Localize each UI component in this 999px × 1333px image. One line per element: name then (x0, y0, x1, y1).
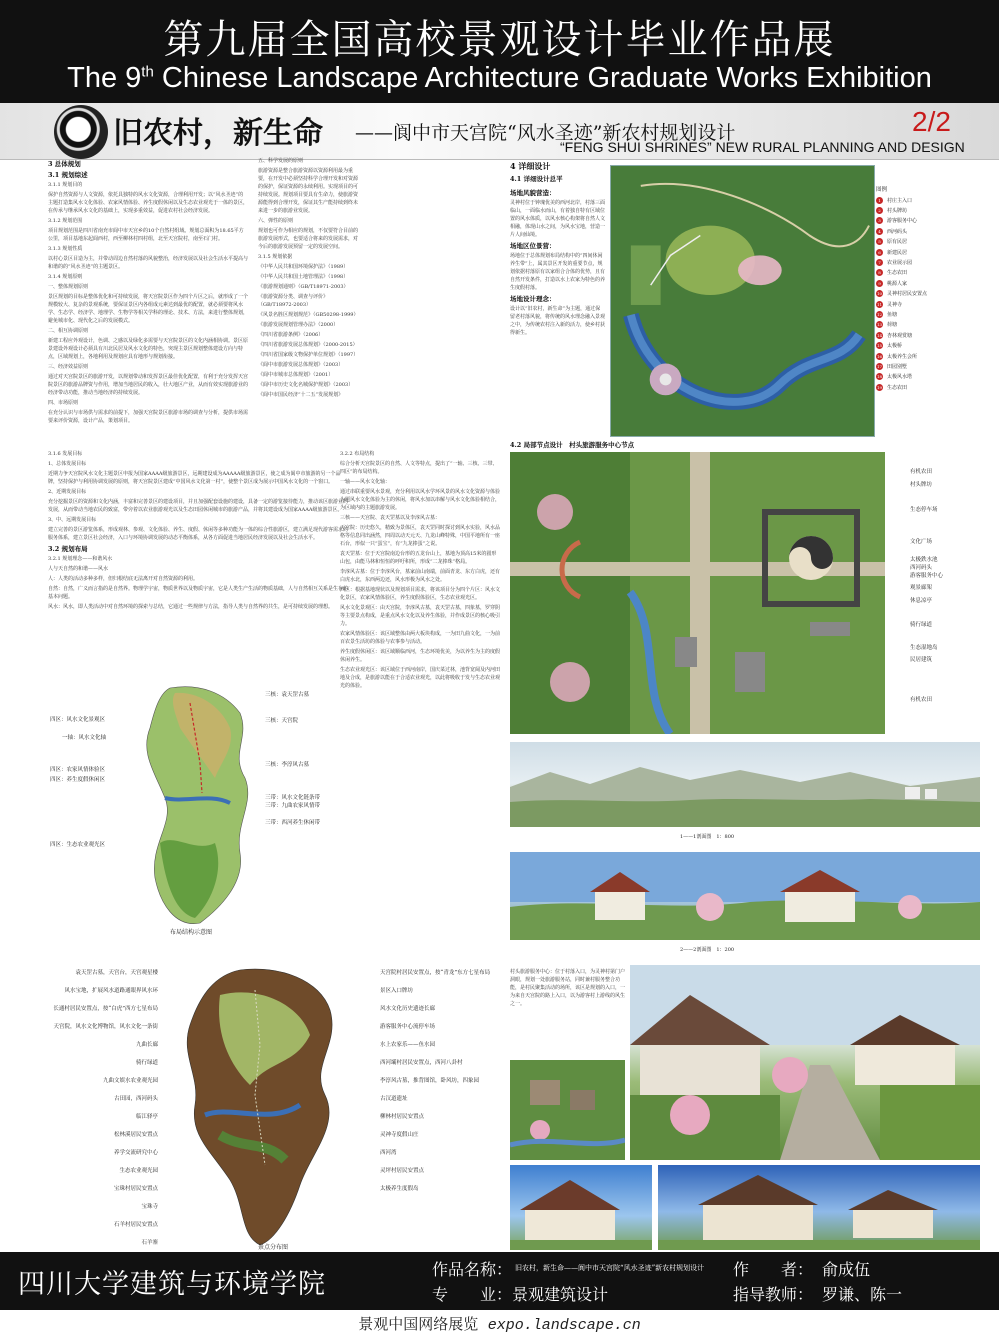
blurb-paragraph: 灵神村位于钟瑰优美的西河北岸，村落三面临山，一面临水而山，有着独自特有区域位置的风水体质，以风水核心构架将自然人文相融，体现山水之间，为风水宝地，营造一片人间仙境。 (510, 200, 605, 238)
node-plan-label: 西河码头 (910, 565, 933, 571)
node-plan-label: 观景廊架 (910, 585, 933, 591)
section-1-1-image (510, 742, 980, 845)
section-2-2-image (510, 852, 980, 960)
legend-marker-icon: 15 (876, 343, 883, 349)
map2-label: 灵坪村居民安置点 (380, 1168, 425, 1174)
map2-label: 灵神寺度假山庄 (380, 1132, 419, 1138)
map2-label: 天宫院，风水文化博物馆，风水文化一条街 (53, 1024, 158, 1030)
advisor-label: 指导教师： (733, 1285, 814, 1304)
section41-heading: 4.1 详细设计总平 (510, 175, 563, 183)
legend-marker-icon: 1 (876, 197, 883, 204)
paragraph: 李淳风古墓：位于李淳风台，墓家前山南端，前面青龙、东方白虎，还有白虎水北，东西两边还，风水形极为风水之处。 (340, 569, 500, 583)
paragraph: 二、相互协调原则 (48, 328, 89, 334)
legend-item: 17 田园别墅 (876, 363, 908, 370)
legend-marker-icon: 6 (876, 249, 883, 256)
legend-item: 8 生态农田 (876, 268, 981, 278)
map2-right-labels (380, 968, 500, 1202)
section4-heading: 4 详细设计 (510, 161, 551, 171)
paragraph: 通过串联重要风水景观，充分利用以风水学环风景的风水文化资源与体验为题风水文化体验为主的休闲，将风水加以串解与风水文化体验相结合，为区域内的主题旅游发展。 (340, 489, 500, 511)
paragraph: 3.2 规划布局 (48, 545, 88, 553)
village-entrance-rendering (630, 965, 980, 1160)
legend-item: 7 农业展示园 (876, 257, 981, 267)
paragraph: 《中华人民共和国土地管理法》（1998） (258, 274, 349, 280)
paragraph: 一、整体规划原则 (48, 284, 89, 290)
paragraph: 人与天自然的和谐——风水 (48, 566, 109, 572)
major-label: 专 业： (432, 1285, 513, 1304)
node-plan-label: 骑行绿道 (910, 622, 933, 628)
plan-legend: 图例 1 村庄主入口 2 村头牌坊 3 游客服务中心 4 西河码头 5 原有民居 6 新建民居 7 农业展示园 8 生态农田 9 桃源人家 10 灵神村居民安置点 11 灵神寺 12 鱼塘 13 荷塘 14 杏林观赏塘 15 太极桥 16 太极养生会所 17 田园别墅 18 太极风水塔 19 生态农田 (876, 185, 981, 392)
website-footer[interactable]: 景观中国网络展览 expo.landscape.cn (358, 1315, 641, 1333)
map2-label: 石羊村居民安置点 (113, 1222, 158, 1228)
map1-label: 四区：风水文化景观区 (50, 717, 106, 723)
legend-marker-icon: 2 (876, 207, 883, 214)
paragraph: 3.2.2 布局结构 (340, 451, 375, 457)
map1-label: 三核：李淳风古墓 (265, 762, 310, 768)
map2-label: 游客服务中心流停车场 (380, 1024, 436, 1030)
legend-marker-icon: 14 (876, 332, 883, 338)
map2-caption: 景点分布图 (258, 1244, 289, 1251)
paragraph: 新建工程应外观设计，色调、之感以及绿化多需要与天宫院景区的文化内涵相协调。景区原景建设外观设计必须具有川北民居及风水文化的特色，突现主景区规划整体建设方向与特点，区域规划上，各地利用及规划应具有地形与规划衔接。 (48, 338, 248, 360)
detail-blurbs (510, 186, 605, 436)
blurb-paragraph: 场地设计理念： (510, 295, 556, 303)
map2-label: 太极养生度假岛 (380, 1186, 419, 1192)
major-name: 景观建筑设计 (512, 1285, 609, 1304)
legend-item: 1 村庄主入口 (876, 195, 981, 205)
exhibition-title-zh: 第九届全国高校景观设计毕业作品展 (163, 17, 836, 63)
legend-item: 15 太极桥 (876, 343, 903, 350)
paragraph: 三、经济效益原则 (48, 364, 89, 370)
paragraph: 风水：风水，即人类活动中对自然环境的探索与总结，它通过一些规律与方法，指导人类与自然界的共生，是可持续发展的理想。 (48, 604, 334, 610)
paragraph: 袁天罡墓：位于天宫院南边台形的五龙台山上，墓地为顶高15米的圆形山包，由能马林和恒恒的呼吁积所，形成“二龙捧珠”格局。 (340, 551, 497, 565)
node-plan-label: 文化广场 (910, 539, 933, 545)
legend-item: 5 原有民居 (876, 237, 981, 247)
paragraph: 一轴——风水文化轴： (340, 479, 391, 485)
legend-item: 10 灵神村居民安置点 (876, 291, 928, 298)
map1-label: 四区：生态农业观光区 (50, 842, 106, 848)
paragraph: 2、近期发展目标 (48, 489, 87, 495)
map2-label: 西河壩村居民安置点，西河八卦村 (380, 1060, 463, 1066)
map2-label: 骑行绿道 (135, 1060, 158, 1066)
map1-label: 三核：天宫院 (265, 718, 299, 724)
paragraph: 《风景名胜区规划规范》（GB50298-1999） (258, 312, 358, 318)
exhibition-header (0, 0, 999, 103)
legend-item: 6 新建民居 (876, 247, 981, 257)
legend-marker-icon: 3 (876, 217, 883, 224)
legend-marker-icon: 13 (876, 322, 883, 328)
map2-label: 生态农业观光园 (119, 1168, 158, 1174)
map2-label: 宝珠寺 (141, 1204, 158, 1210)
paragraph: 四、市场原则 (48, 400, 79, 406)
paragraph: 3、中、远期发展目标 (48, 517, 97, 523)
paragraph: 风水文化景观区：由天宫院，李淳风古墓，袁天罡古墓，四象墓，罗穿阴等主要景点构成，是重点风水文化以及养生体验，并作成景区的核心吸引力。 (340, 605, 500, 627)
work-label: 作品名称： (432, 1260, 513, 1279)
paragraph: 五、科学发展的原则 (258, 158, 304, 164)
paragraph: 《旅游规划通则》（GB/T18971-2003） (258, 284, 349, 290)
paragraph: 《旅游资源分类、调查与评价》（GB/T18972-2003） (258, 294, 329, 308)
legend-marker-icon: 16 (876, 353, 883, 359)
legend-item: 4 西河码头 (876, 226, 981, 236)
paragraph: 3.1.3 规划性质 (48, 246, 83, 252)
paragraph: 自然：自然，广义而言指的是自然界。物理学宇宙，物质世界以及物质宇宙，它是人类生产生活的物质基础，人与自然相互关系是生存的基本问题。 (48, 586, 348, 600)
node-plan-label: 休息凉亭 (910, 598, 933, 604)
section1-label: 1——1剖面图 1：800 (680, 834, 735, 840)
map2-label: 宝珠村居民安置点 (113, 1186, 158, 1192)
school-name: 四川大学建筑与环境学院 (18, 1269, 326, 1300)
legend-item: 18 太极风水塔 (876, 374, 913, 381)
scenic-spot-map (160, 965, 380, 1250)
map2-label: 九曲长廊 (135, 1042, 158, 1048)
legend-marker-icon: 4 (876, 228, 883, 235)
map1-label: 三核：袁天罡古墓 (265, 692, 310, 698)
map2-label: 松林溪居民安置点 (113, 1132, 158, 1138)
service-center-text: 村头旅游服务中心：位于村落入口，为灵神村第门户洞眼，规划一处旅游服务站，同时兼村服务整合功能，是村民聚集活动的场所，该区是规划的入口，一为来自天宫院的路上入口，以为游客村上游线的风生之一。 (510, 969, 626, 1007)
map2-label: 古田园，西河码头 (113, 1096, 158, 1102)
legend-marker-icon: 10 (876, 291, 883, 297)
work-name: 旧农村，新生命——阆中市天宫院“风水圣迹”新农村规划设计 (515, 1264, 705, 1272)
paragraph: 《阆中市国民经济“十二五”发展规划》 (258, 392, 344, 398)
map1-caption: 布局结构示意图 (170, 929, 213, 936)
paragraph: 综合分析天宫院景区的自然、人文等特点，提出了“一轴、三核、三带、四区”的布局结构。 (340, 461, 498, 475)
author-name: 俞成伍 (822, 1260, 871, 1279)
map2-label: 养学交流研究中心 (113, 1150, 158, 1156)
map1-label: 四区：农家风情体验区 (50, 767, 106, 773)
paragraph: 3.1.4 规划原则 (48, 274, 83, 280)
legend-marker-icon: 9 (876, 280, 883, 287)
legend-marker-icon: 18 (876, 374, 883, 380)
map2-label: 风水文化历史遗迹长廊 (380, 1006, 436, 1012)
legend-item: 9 桃源人家 (876, 278, 981, 288)
map2-label: 景区入口牌坊 (380, 988, 414, 994)
legend-item: 16 太极养生会所 (876, 353, 918, 360)
node-plan-label: 生态停车场 (910, 507, 938, 513)
paragraph: 《中华人民共和国环境保护法》（1989） (258, 264, 349, 270)
legend-item: 12 鱼塘 (876, 311, 898, 318)
map2-label: 李淳风古墓，推背图馆，卧风坊，四象园 (380, 1078, 480, 1084)
paragraph: 通过对天宫院景区的旅游开发，以规划带动和发挥景区最佳优化配置，有利于充分发挥天宫院景区的旅游品牌资与作用，增加当地居民的收入，壮大地区产业，从而有效实现旅游业的经济带动功能，推动当地经济的持续发展。 (48, 374, 248, 396)
map2-label: 九曲文娱水农业观光园 (102, 1078, 158, 1084)
paragraph: 充分挖掘景区的资源和文化内涵，丰富和完善景区的建设项目，并且加强配套设施的建设，具备一定的游览接待能力，推动该区旅游业的发展，从而带动当地农民的致富，带旁着以农业旅游观光以及生态田园休闲城市的旅游产品，并将其建设成为国家AAAA级旅游景区。 (48, 499, 348, 513)
map1-label: 三带：九曲农家风情带 (265, 803, 321, 809)
node-plan-label: 生态湿地岛 (910, 645, 938, 651)
node-plan-label: 有机农田 (910, 469, 933, 475)
map2-label: 古汉道遗址 (380, 1096, 408, 1102)
page-number: 2/2 (912, 106, 951, 137)
text-column-planning (48, 157, 248, 442)
map2-label: 柳林村居民安置点 (380, 1114, 425, 1120)
map2-label: 临江驿亭 (135, 1114, 158, 1120)
master-plan-image (610, 165, 875, 437)
paragraph: 项目规划范围是四川省南充市阆中市天宫乡的10个自然村组域。规划总面积为18.65平方公里，项目基地东起阆西村，西至柳林村四村组，北至天宫院村，南至石门村。 (48, 228, 244, 242)
residence-rendering (658, 1165, 980, 1250)
section42-heading: 4.2 局部节点设计 村头旅游服务中心节点 (510, 441, 635, 449)
project-subtitle: ——阆中市天宫院“风水圣迹”新农村规划设计 (355, 122, 736, 144)
text-column-goals (48, 450, 348, 675)
section2-label: 2——2剖面图 1：200 (680, 947, 735, 953)
paragraph: 《阆中市城市总体规划》（2001） (258, 372, 334, 378)
paragraph: 《旅游发展规划管理办法》（2000） (258, 322, 339, 328)
node-plan-image (510, 452, 885, 734)
paragraph: 3.2.1 规划理念——和谐风水 (48, 556, 113, 562)
paragraph: 建立完善的景区游览体系，形成观林、参观、文化体验、养生、度假、休闲等多种功能为一体的综合性旅游区，建立满足现代游客需求的服务体系，建立景区社会经济，入口与环境协调发展的动态平衡体系，从各方面促进当地居民经济发展以及社会生活水平。 (48, 527, 348, 541)
legend-item: 14 杏林观赏塘 (876, 332, 913, 339)
layout-structure-map (130, 683, 260, 928)
paragraph: 3.1.6 发展目标 (48, 451, 83, 457)
paragraph: 近期力争天宫院风水文化主题景区申报为国家AAAA级旅游景区，远期建设成为AAAAA级旅游景区，使之成为阆中市旅游的另一个品牌，坚持保护与利用协调发展的原则，将天宫院景区建成“中国风水文化第一村”，使整个景区成为展示中国风水文化的一个窗口。 (48, 471, 341, 485)
paragraph: 《四川省旅游发展总体规划》（2000-2015） (258, 342, 358, 348)
blurb-paragraph: 场地风貌营造： (510, 189, 556, 197)
aerial-node-rendering (510, 1060, 625, 1160)
project-title: 旧农村，新生命 (113, 116, 323, 151)
map2-label: 天宫院村居民安置点，按“青龙”东方七星布局 (380, 970, 491, 976)
map2-label: 风水宝地，扩展风水道路通眼界风水环 (64, 988, 158, 994)
node-plan-label: 民居建筑 (910, 657, 933, 663)
legend-marker-icon: 19 (876, 384, 883, 390)
legend-item: 13 荷塘 (876, 322, 898, 329)
paragraph: 3.1.1 规划目的 (48, 182, 83, 188)
paragraph: 3.1.5 规划依据 (258, 254, 293, 260)
node-plan-label: 村头牌坊 (910, 482, 933, 488)
map2-label: 水上农家乐——鱼水园 (380, 1042, 436, 1048)
legend-item: 2 村头牌坊 (876, 205, 981, 215)
map1-label: 四区：养生度假休闲区 (50, 777, 106, 783)
node-plan-label: 有机农田 (910, 697, 933, 703)
paragraph: 人：人类的活动多种多样，但归根结底无法离开对自然资源的利用。 (48, 576, 199, 582)
map1-label: 一轴：风水文化轴 (62, 735, 107, 741)
paragraph: 3 总体规划 (48, 160, 81, 168)
map2-left-labels (40, 968, 158, 1256)
blurb-paragraph: 设计以“旧农村，新生命”为主题，通过保留老村落风貌，将传统的风水理念融入景观之中，为传统农村注入新的活力，使乡村获得新生。 (510, 306, 605, 336)
map2-label: 袁天罡古墓，天宫台，天宫观星楼 (75, 970, 158, 976)
map1-label: 三带：风水文化链条带 (265, 795, 321, 801)
legend-marker-icon: 8 (876, 269, 883, 276)
paragraph: 旅游资源是整合旅游资源以资源利用最为重要，在开发中必须坚持科学合理开发和对资源的保护，保证资源的永续利用。实现项目的可持续发展。规划项目要具有生命力，使旅游资源能得到合理开发，保证其生产能持续到终未来进一步的旅游业发展。 (258, 168, 358, 214)
paragraph: 1、总体发展目标 (48, 461, 87, 467)
paragraph: 《四川省旅游条例》（2006） (258, 332, 324, 338)
exhibition-title-en: The 9th Chinese Landscape Architecture Graduate Works Exhibition (67, 62, 932, 94)
paragraph: 三核——天宫院、袁天罡墓以及李淳风古墓： (340, 515, 441, 521)
paragraph: 保护自然资源与人文资源，依托具独特的风水文化资源，合理利用开发；以“风水圣迹”的主题打造集风水文化体验、农家风情体验、养生度假休闲以及生态农业观光于一体的景区，在传承与继承风水文化的基础上，实现多重效益，促进农村社会经济发展。 (48, 192, 248, 214)
legend-marker-icon: 7 (876, 259, 883, 266)
paragraph: 四区：根据基地现状以及规划项目需求，将该项目分为四个片区：风水文化景区，农家风情体验区，养生度假体验区，生态农业观光区。 (340, 587, 500, 601)
advisor-name: 罗谦、陈一 (822, 1285, 903, 1304)
paragraph: 《四川省国家级文物保护单位规划》（1997） (258, 352, 358, 358)
map2-label: 西河湾 (380, 1150, 397, 1156)
paragraph: 天宫院：历史悠久，精致为景体区，袁天罡同时探讨到风水实验，风水品格等信息同出涵然，四周以动天元天、九龙山峰特殊，中国平地所有一座石台，形似一只“蛋宝”，有“九龙捧蛋”之说。 (340, 525, 500, 547)
node-plan-label: 游客服务中心 (910, 573, 944, 579)
legend-marker-icon: 17 (876, 363, 883, 369)
taiji-logo-icon (54, 105, 108, 159)
paragraph: 《阆中市历史文化名城保护规划》（2003） (258, 382, 354, 388)
legend-marker-icon: 11 (876, 301, 883, 307)
paragraph: 《阆中市旅游发展总体规划》（2003） (258, 362, 344, 368)
project-subtitle-en: “FENG SHUI SHRINES” NEW RURAL PLANNING AND DESIGN (560, 139, 965, 155)
map1-label: 三带：西河养生休闲带 (265, 820, 321, 826)
text-column-layout (340, 450, 500, 960)
node-plan-label: 太极鉄水池 (910, 557, 938, 563)
paragraph: 规划也可作为相应的规划，不仅要符合目前的旅游发展形式，也要适合将来的发展需求，对今后的旅游发展预留一定的发展空间。 (258, 228, 358, 250)
paragraph: 生态农业观光区：该区域位于西河南岸，国庆菜过林，池背宽阔及内河田地及合成，是旅游以能在于合适农业观光，以此将吸收于发与生态农业观光的体验。 (340, 667, 500, 689)
legend-marker-icon: 5 (876, 238, 883, 245)
legend-marker-icon: 12 (876, 311, 883, 317)
paragraph: 在充分认识与市场供与需求的前提下，加强天宫院景区旅游市场的调查与分析，提供市场需要来评价资源，设计产品，策划项目。 (48, 410, 248, 424)
blurb-paragraph: 场地区位景营： (510, 242, 556, 250)
legend-item: 11 灵神寺 (876, 301, 903, 308)
villa-rendering (510, 1165, 652, 1250)
legend-item: 3 游客服务中心 (876, 216, 981, 226)
author-label: 作 者： (733, 1260, 814, 1279)
paragraph: 3.1.2 规划范围 (48, 218, 83, 224)
paragraph: 养生度假休闲区：该区域顺临西河，生态环境优美，为以养生为主的度假休闲养生。 (340, 649, 500, 663)
paragraph: 农家风情体验区：该区域整体由两大板块构成，一为田九曲文化，一为前百农景生活坊的体验与农事参与活动。 (340, 631, 500, 645)
paragraph: 以村心景区目造为主，并带动周边自然村落的风貌整治，经济发展以及社会生活水平提高与和谐的的“风水圣迹”的主题景区。 (48, 256, 248, 270)
map2-label: 石羊寨 (141, 1240, 158, 1246)
paragraph: 六、弹性的原则 (258, 218, 294, 224)
text-column-principles (258, 157, 358, 442)
map2-label: 长通村居民安置点，按“白虎”西方七星布局 (53, 1006, 158, 1012)
paragraph: 景区规划的目标是整体优化和可持续发展，将天宫院景区作为四个片区之后，就形成了一个规模较大、复杂的景观系统，要保证景区内各组成元素达到最优的配置，就必须要将风水学、生态学、经济学、地理学、生物学等相关学科的理论、技术、方法，来进行整体规划，避免城市化、现代化之后的发展模式。 (48, 294, 248, 324)
paragraph: 3.1 规划综述 (48, 171, 88, 179)
legend-item: 19 生态农田 (876, 384, 908, 391)
blurb-paragraph: 场地位于总体规划布局结构中的“四间休闲养生带”上，属其景区开发的重要节点，规划依据村落原有以家组合合体的优势，且有自然开发条件，打造以水上农家为特色的养生度假村落。 (510, 253, 605, 291)
